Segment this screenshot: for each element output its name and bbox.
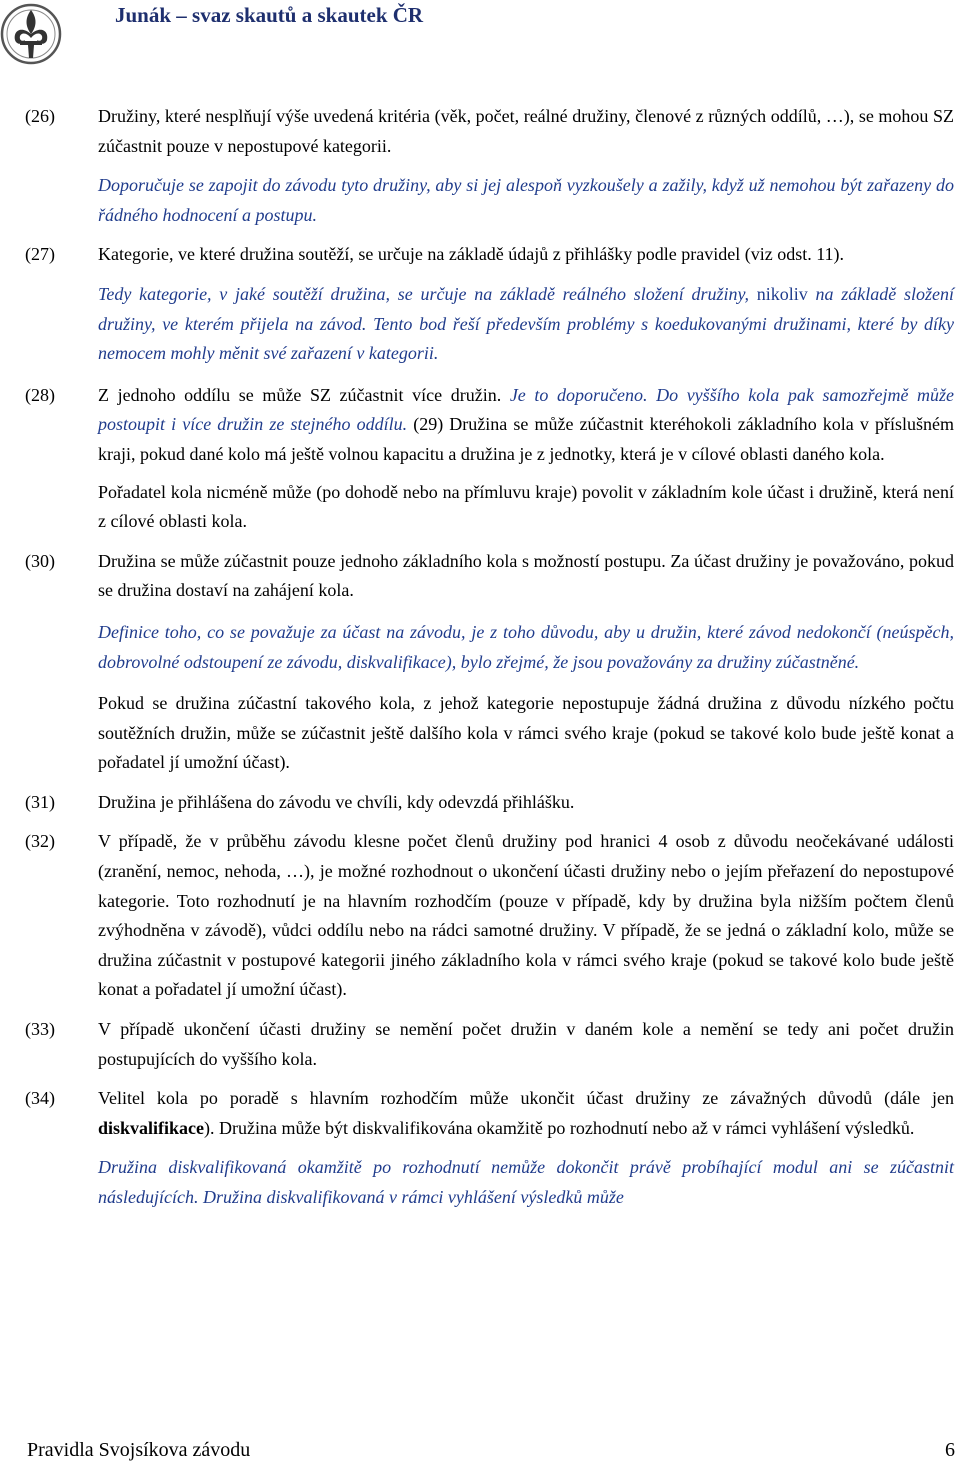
page-footer (27, 1436, 955, 1464)
page-number: 6 (945, 1439, 955, 1461)
paragraph-text: (29) Družina se může zúčastnit kteréhokoli základního kola v příslušném kraji, pokud dané kolo má ještě volnou kapacitu a družina je z jednotky, která je v cílové oblasti daného kola. (98, 414, 955, 464)
paragraph-text: Pořadatel kola nicméně může (po dohodě nebo na přímluvu kraje) povolit v základním kole účast i družině, která není z cílové oblasti kola. (98, 481, 954, 532)
note-text: Do vyššího kola pak samozřejmě může postoupit i více družin ze stejného oddílu. (98, 384, 955, 435)
paragraph-34 (25, 1084, 954, 1143)
paragraph-text: V případě, že v průběhu závodu klesne počet členů družiny pod hranici 4 osob z důvodu neočekávané události (zranění, nemoc, nehoda, …), je možné rozhodnout o ukončení účasti družiny nebo o jejím přeřazení do nepostupové kategorie. Toto rozhodnutí je na hlavním rozhodčím (pouze v případě, kdy by družina byla nižším počtem členů zvýhodněna v závodě), vůdci oddílu nebo na rádci samotné družiny. V případě, že se jedná o základní kolo, může se družina zúčastnit v postupové kategorii jiného základního kola v rámci svého kraje (pokud se takové kolo bude ještě konat a pořadatel jí umožní účast). (98, 831, 954, 1000)
paragraph-31 (25, 788, 954, 818)
paragraph-30 (25, 547, 954, 606)
paragraph-text: Družiny, které nesplňují výše uvedená kritéria (věk, počet, reálné družiny, členové z různých oddílů, …), se mohou SZ zúčastnit pouze v nepostupové kategorii. (98, 106, 954, 156)
paragraph-28 (25, 381, 955, 470)
paragraph-30-continued (98, 689, 954, 778)
document-body (0, 102, 960, 1213)
note-text: Doporučuje se zapojit do závodu tyto družiny, aby si jej alespoň vyzkoušely a zažily, když už nemohou být zařazeny do řádného hodnocení a postupu. (98, 175, 954, 225)
paragraph-number: (27) (25, 244, 55, 265)
paragraph-number: (30) (25, 550, 55, 571)
paragraph-30-note (98, 618, 954, 677)
paragraph-text: Pokud se družina zúčastní takového kola, z jehož kategorie nepostupuje žádná družina z důvodu nízkého počtu soutěžních družin, může se zúčastnit ještě dalšího kola v rámci svého kraje (pokud se takové kolo bude ještě konat a pořadatel jí umožní účast). (98, 693, 954, 773)
paragraph-27 (25, 240, 954, 270)
note-text: na základě složení družiny, ve kterém přijela na závod. (98, 283, 954, 334)
footer-title: Pravidla Svojsíkova závodu (27, 1439, 251, 1461)
bold-term: diskvalifikace (98, 1117, 205, 1138)
note-text: Definice toho, co se považuje za účast na závodu, je z toho důvodu, aby u družin, které závod nedokončí (neúspěch, dobrovolné odstoupení ze závodu, diskvalifikace), bylo zřejmé, že jsou považovány za družiny zúčastněné. (98, 621, 954, 672)
paragraph-number: (34) (25, 1088, 55, 1109)
note-text: Tento bod řeší především problémy s koedukovanými družinami, které by díky nemocem mohly měnit své zařazení v kategorii. (98, 313, 954, 364)
paragraph-text: Kategorie, ve které družina soutěží, se určuje na základě údajů z přihlášky podle pravidel (viz odst. 11). (98, 244, 845, 265)
note-text: Družina diskvalifikovaná okamžitě po rozhodnutí nemůže dokončit právě probíhající modul ani se zúčastnit následujících. Družina diskvalifikovaná v rámci vyhlášení výsledků může (98, 1157, 954, 1207)
paragraph-text: ). Družina může být diskvalifikována okamžitě po rozhodnutí nebo až v rámci vyhlášení výsledků. (204, 1117, 915, 1138)
paragraph-26-note (98, 171, 954, 230)
paragraph-text: V případě ukončení účasti družiny se nemění počet družin v daném kole a nemění se tedy ani počet družin postupujících do vyššího kola. (98, 1019, 954, 1069)
paragraph-32 (25, 827, 954, 1005)
page-header (0, 0, 960, 70)
paragraph-26 (25, 102, 954, 161)
fleur-de-lis-logo-icon (0, 0, 62, 68)
paragraph-34-note (98, 1153, 954, 1212)
note-text: Je to doporučeno. (509, 384, 648, 405)
paragraph-29-continued (98, 478, 954, 537)
paragraph-number: (28) (25, 384, 55, 405)
paragraph-number: (32) (25, 831, 55, 852)
paragraph-number: (26) (25, 106, 55, 126)
note-text: Tedy kategorie, v jaké soutěží družina, se určuje na základě reálného složení družiny, (98, 283, 749, 304)
paragraph-number: (31) (25, 791, 55, 812)
paragraph-text: Velitel kola po poradě s hlavním rozhodčím může ukončit účast družiny ze závažných důvodů (dále jen (98, 1088, 954, 1109)
header-title: Junák – svaz skautů a skautek ČR (115, 3, 424, 27)
paragraph-33 (25, 1015, 954, 1074)
paragraph-text: Družina se může zúčastnit pouze jednoho základního kola s možností postupu. Za účast družiny je považováno, pokud se družina dostaví na zahájení kola. (98, 550, 954, 601)
paragraph-27-note (98, 280, 954, 369)
paragraph-text: Družina je přihlášena do závodu ve chvíli, kdy odevzdá přihlášku. (98, 791, 575, 812)
paragraph-text: Z jednoho oddílu se může SZ zúčastnit více družin. (98, 384, 502, 405)
paragraph-number: (33) (25, 1019, 55, 1040)
note-text-upright: nikoliv (756, 283, 808, 304)
